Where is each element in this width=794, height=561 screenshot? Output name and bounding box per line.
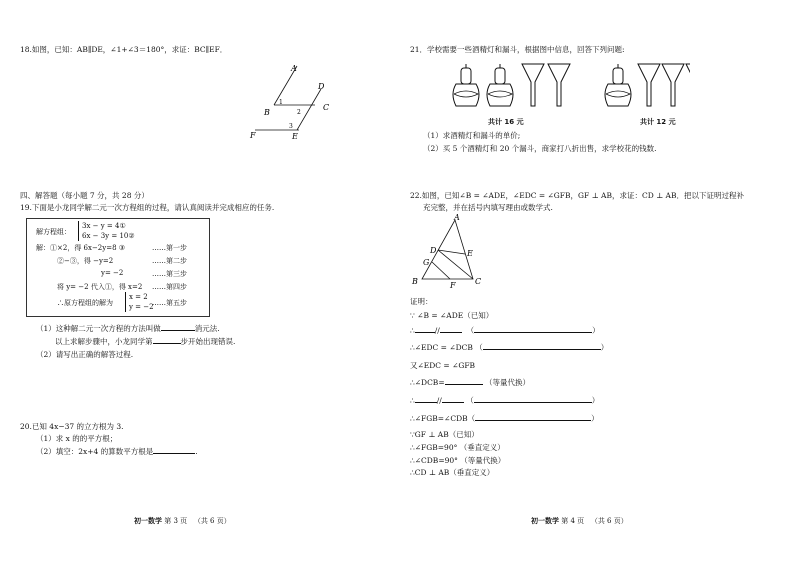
footer-page: 第 3 页 [164, 517, 188, 525]
funnel-icon [548, 64, 570, 106]
sol2: y = −2 [129, 303, 154, 311]
angle-2: 2 [297, 109, 301, 116]
funnel-icon [638, 64, 660, 106]
solve-line5: ∴原方程组的解为 [57, 299, 113, 307]
label-F: F [250, 131, 256, 140]
sol1: x = 2 [129, 293, 148, 301]
l2-paren-l: （ [466, 326, 475, 335]
step2: ……第二步 [152, 257, 187, 265]
left-footer [134, 516, 231, 526]
l2-mid: // [434, 326, 440, 335]
task1a-end: 消元法. [194, 324, 220, 333]
alcohol-lamp-icon [487, 64, 513, 106]
solution-system [125, 292, 154, 312]
label-A: A [454, 213, 460, 222]
q20-p2 [36, 446, 198, 457]
task1a-text: （1）这种解二元一次方程的方法叫做 [36, 324, 161, 333]
l5-reason: （等量代换） [485, 378, 530, 387]
footer-total: （共 6 页） [590, 517, 628, 525]
task1a-blank[interactable] [161, 330, 195, 331]
label-D: D [430, 246, 437, 255]
q21-text: 21．学校需要一些酒精灯和漏斗，根据图中信息，回答下列问题: [410, 45, 625, 54]
proof-line9: ∴∠FGB=90° （垂直定义） [410, 443, 505, 452]
q20-blank[interactable] [153, 453, 195, 454]
proof-line4: 又∠EDC = ∠GFB [410, 361, 476, 370]
proof-line3 [410, 342, 608, 353]
label-G: G [423, 258, 430, 267]
q18-text: 18.如图，已知：AB∥DE，∠1+∠3＝180°，求证：BC∥EF． [20, 45, 228, 54]
solve-line1: 解：①×2，得 6x−2y=8 ③ [36, 244, 126, 252]
q21-p1: （1）求酒精灯和漏斗的单价; [423, 131, 521, 140]
solve-line4: 将 y= −2 代入①，得 x=2 [57, 283, 143, 291]
proof-line1: ∵ ∠B = ∠ADE（已知） [410, 311, 494, 320]
footer-total: （共 6 页） [193, 517, 231, 525]
q18-figure [245, 58, 335, 144]
l7-reason-blank[interactable] [475, 420, 591, 421]
label-B: B [264, 108, 270, 117]
l3-paren-r: ） [600, 343, 609, 352]
label-E: E [292, 132, 298, 141]
footer-subject: 初一数学 [531, 516, 559, 525]
footer-page: 第 4 页 [561, 517, 585, 525]
proof-line6 [410, 395, 599, 406]
q20-p1: （1）求 x 的的平方根； [36, 434, 118, 443]
task1b-blank[interactable] [153, 343, 181, 344]
l6-blank-a[interactable] [415, 402, 437, 403]
l6-pre: ∴ [410, 396, 415, 405]
section-heading: 四、解答题（每小题 7 分，共 28 分） [20, 191, 149, 200]
angle-3: 3 [289, 123, 293, 130]
q22-text2: 充完整，并在括号内填写理由或数学式. [423, 203, 553, 212]
solve-line2: ②−③，得 −y=2 [57, 257, 114, 265]
proof-line2 [410, 325, 600, 336]
proof-line11: ∴CD ⊥ AB（垂直定义） [410, 468, 495, 477]
l3-paren-l: （ [475, 343, 483, 352]
eq1: 3x − y = 4① [82, 222, 126, 230]
label-B: B [412, 277, 418, 286]
angle-1: 1 [279, 99, 283, 106]
q20-p2-end: . [195, 447, 198, 456]
q22-figure [405, 212, 490, 292]
step4: ……第四步 [152, 283, 187, 291]
l3-pre: ∴∠EDC = ∠DCB [410, 343, 473, 352]
l3-reason-blank[interactable] [483, 349, 601, 350]
l2-pre: ∴ [410, 326, 415, 335]
l5-blank[interactable] [445, 384, 483, 385]
l6-blank-b[interactable] [442, 402, 464, 403]
l2-paren-r: ） [592, 326, 600, 335]
alcohol-lamp-icon [453, 64, 479, 106]
proof-line7 [410, 413, 599, 424]
l6-paren-r: ） [591, 396, 600, 405]
alcohol-lamp-icon [605, 64, 631, 106]
step3: ……第三步 [152, 270, 187, 278]
label-C: C [323, 103, 330, 112]
step1: ……第一步 [152, 244, 187, 252]
label-F: F [450, 281, 456, 290]
l2-blank-b[interactable] [440, 332, 462, 333]
l6-paren-l: （ [466, 396, 474, 405]
q19-solution-box [26, 218, 210, 317]
label-A: A [291, 64, 297, 73]
label-C: C [475, 277, 482, 286]
footer-subject: 初一数学 [134, 516, 162, 525]
l7-pre: ∴∠FGB=∠CDB [410, 414, 468, 423]
proof-line5 [410, 377, 530, 388]
equation-system [78, 221, 135, 241]
right-footer [531, 516, 628, 526]
q19-task2: （2）请写出正确的解答过程. [36, 350, 134, 359]
l6-mid: // [436, 396, 442, 405]
l7-paren-r: ） [591, 414, 599, 423]
q21-p2: （2）买 5 个酒精灯和 20 个漏斗，商家打八折出售，求学校花的钱数. [423, 144, 657, 153]
l2-blank-a[interactable] [415, 332, 435, 333]
funnel-icon [662, 64, 684, 106]
l6-reason-blank[interactable] [474, 402, 592, 403]
l7-paren-l: （ [467, 414, 476, 423]
proof-line8: ∵GF ⊥ AB（已知） [410, 430, 479, 439]
price-label-2: 共计 12 元 [640, 118, 676, 126]
task1b-text: 以上求解步骤中，小龙同学第 [55, 337, 153, 346]
q19-text: 19.下面是小龙同学解二元一次方程组的过程，请认真阅读并完成相应的任务. [20, 203, 275, 212]
label-D: D [318, 82, 325, 91]
funnel-icon [522, 64, 544, 106]
label-E: E [467, 249, 473, 258]
l2-reason-blank[interactable] [474, 332, 592, 333]
q19-task1a [36, 323, 220, 334]
proof-line10: ∴∠CDB=90° （等量代换） [410, 456, 506, 465]
step5: ……第五步 [152, 299, 187, 307]
q19-task1b [55, 336, 235, 347]
q20-p2-text: （2）填空：2x+4 的算数平方根是 [36, 447, 154, 456]
l5-pre: ∴∠DCB= [410, 378, 445, 387]
solve-line3: y= −2 [101, 269, 124, 277]
q22-text1: 22.如图，已知∠B = ∠ADE，∠EDC = ∠GFB，GF ⊥ AB，求证：CD ⊥ AB．把以下证明过程补 [410, 191, 744, 200]
task1b-end: 步开始出现错误. [180, 337, 236, 346]
price-label-1: 共计 16 元 [488, 118, 524, 126]
q20-text: 20.已知 4x−37 的立方根为 3. [20, 422, 124, 431]
proof-heading: 证明： [410, 297, 433, 306]
sys-label: 解方程组： [36, 228, 71, 236]
eq2: 6x − 3y = 10② [82, 232, 135, 240]
funnel-icon [686, 64, 690, 106]
